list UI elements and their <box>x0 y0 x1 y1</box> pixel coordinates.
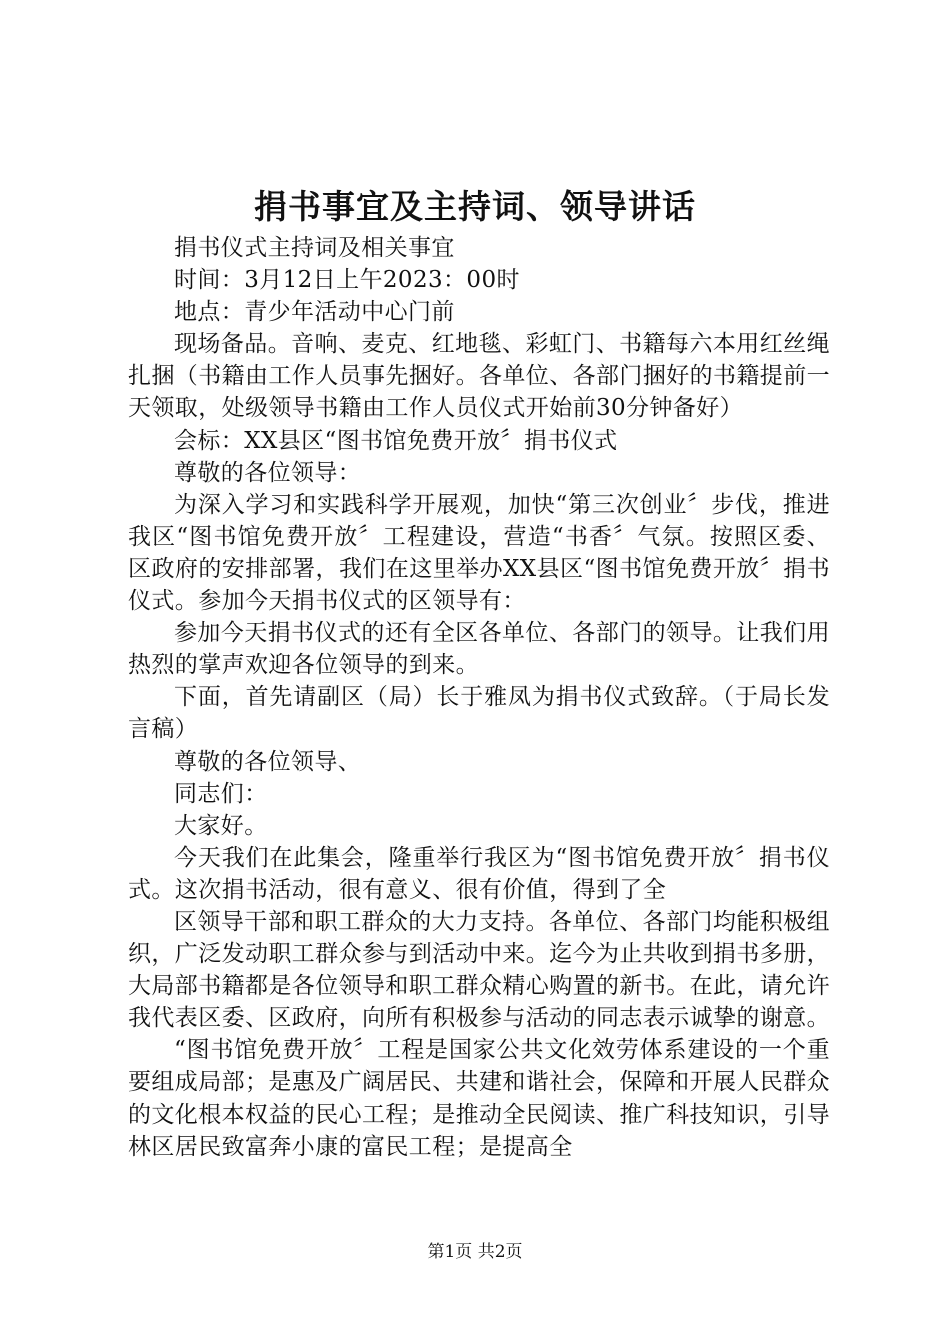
document-title: 捐书事宜及主持词、领导讲话 <box>254 187 696 226</box>
paragraph: 时间：3月12日上午2023：00时 <box>174 267 520 294</box>
page-footer: 第1页 共2页 <box>427 1242 523 1262</box>
paragraph: 下面，首先请副区（局）长于雅凤为捐书仪式致辞。（于局长发言稿） <box>128 684 830 743</box>
paragraph: 现场备品。音响、麦克、红地毯、彩虹门、书籍每六本用红丝绳扎捆（书籍由工作人员事先捆好。各单位、各部门捆好的书籍提前一天领取，处级领导书籍由工作人员仪式开始前30分钟备好） <box>128 331 830 422</box>
paragraph: 参加今天捐书仪式的还有全区各单位、各部门的领导。让我们用热烈的掌声欢迎各位领导的到来。 <box>128 620 830 679</box>
paragraph: 今天我们在此集会，隆重举行我区为“图书馆免费开放〞捐书仪式。这次捐书活动，很有意义、很有价值，得到了全 <box>128 844 830 903</box>
paragraph: 区领导干部和职工群众的大力支持。各单位、各部门均能积极组织，广泛发动职工群众参与到活动中来。迄今为止共收到捐书多册，大局部书籍都是各位领导和职工群众精心购置的新书。在此，请允许我代表区委、区政府，向所有积极参与活动的同志表示诚挚的谢意。 <box>128 908 830 1032</box>
paragraph: 同志们： <box>174 780 268 807</box>
paragraph: 尊敬的各位领导： <box>174 459 362 486</box>
paragraph: 捐书仪式主持词及相关事宜 <box>174 235 455 261</box>
paragraph: 大家好。 <box>174 812 268 839</box>
paragraph: 为深入学习和实践科学开展观，加快“第三次创业〞步伐，推进我区“图书馆免费开放〞工程建设，营造“书香〞气氛。按照区委、区政府的安排部署，我们在这里举办XX县区“图书馆免费开放〞捐书仪式。参加今天捐书仪式的区领导有： <box>128 491 830 615</box>
paragraph: “图书馆免费开放〞工程是国家公共文化效劳体系建设的一个重要组成局部；是惠及广阔居民、共建和谐社会，保障和开展人民群众的文化根本权益的民心工程；是推动全民阅读、推广科技知识，引导林区居民致富奔小康的富民工程；是提高全 <box>128 1037 830 1160</box>
document-body <box>128 232 830 1163</box>
paragraph: 尊敬的各位领导、 <box>174 748 362 775</box>
paragraph: 会标：XX县区“图书馆免费开放〞捐书仪式 <box>174 427 618 454</box>
paragraph: 地点：青少年活动中心门前 <box>174 299 455 326</box>
